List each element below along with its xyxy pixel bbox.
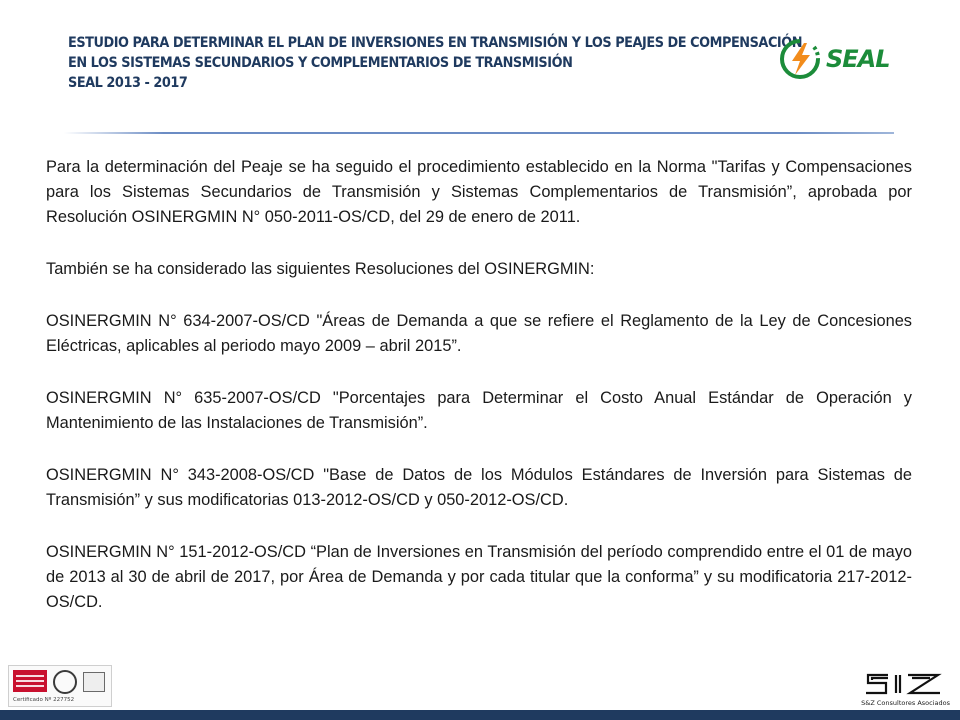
paragraph-resolution-635: OSINERGMIN N° 635-2007-OS/CD "Porcentajes para Determinar el Costo Anual Estándar de Operación y Mantenimiento de las Instalaciones de Transmisión”. bbox=[46, 389, 912, 432]
siz-consultores-caption: S&Z Consultores Asociados bbox=[861, 699, 950, 707]
seal-lightning-icon bbox=[778, 37, 822, 81]
header-divider bbox=[64, 132, 894, 134]
paragraph-resolution-343: OSINERGMIN N° 343-2008-OS/CD "Base de Datos de los Módulos Estándares de Inversión para Sistemas de Transmisión” y sus modificatorias 013-2012-OS/CD y 050-2012-OS/CD. bbox=[46, 466, 912, 509]
seal-logo bbox=[778, 34, 898, 84]
bureau-veritas-badge-icon bbox=[13, 670, 47, 692]
paragraph-resolution-634: OSINERGMIN N° 634-2007-OS/CD "Áreas de Demanda a que se refiere el Reglamento de la Ley de Concesiones Eléctricas, aplicables al periodo mayo 2009 – abril 2015”. bbox=[46, 312, 912, 355]
header-title-line-2: EN LOS SISTEMAS SECUNDARIOS Y COMPLEMENTARIOS DE TRANSMISIÓN bbox=[68, 55, 573, 71]
header-title-line-3: SEAL 2013 - 2017 bbox=[68, 75, 188, 91]
paragraph-peaje-procedure: Para la determinación del Peaje se ha seguido el procedimiento establecido en la Norma "Tarifas y Compensaciones para los Sistemas Secundarios de Transmisión y Sistemas Complementarios de Transmisión”, aprobada por Resolución OSINERGMIN N° 050-2011-OS/CD, del 29 de enero de 2011. bbox=[46, 158, 912, 226]
document-body bbox=[46, 155, 912, 615]
certification-badge bbox=[8, 665, 112, 707]
accreditation-mark-icon bbox=[83, 672, 105, 692]
seal-logo-text: SEAL bbox=[826, 45, 890, 73]
paragraph-resolution-151: OSINERGMIN N° 151-2012-OS/CD “Plan de Inversiones en Transmisión del período comprendido entre el 01 de mayo de 2013 al 30 de abril de 2017, por Área de Demanda y por cada titular que la conforma” y su modificatoria 217-2012-OS/CD. bbox=[46, 543, 912, 611]
header-title-line-1: ESTUDIO PARA DETERMINAR EL PLAN DE INVERSIONES EN TRANSMISIÓN Y LOS PEAJES DE COMPENSACIÓN bbox=[68, 35, 803, 51]
paragraph-resolutions-intro: También se ha considerado las siguientes Resoluciones del OSINERGMIN: bbox=[46, 260, 595, 278]
footer-bar bbox=[0, 710, 960, 720]
siz-logo-icon bbox=[864, 672, 942, 696]
document-header-title bbox=[68, 33, 803, 93]
certificate-number: Certificado Nº 227752 bbox=[13, 697, 75, 703]
certification-seal-icon bbox=[53, 670, 77, 694]
